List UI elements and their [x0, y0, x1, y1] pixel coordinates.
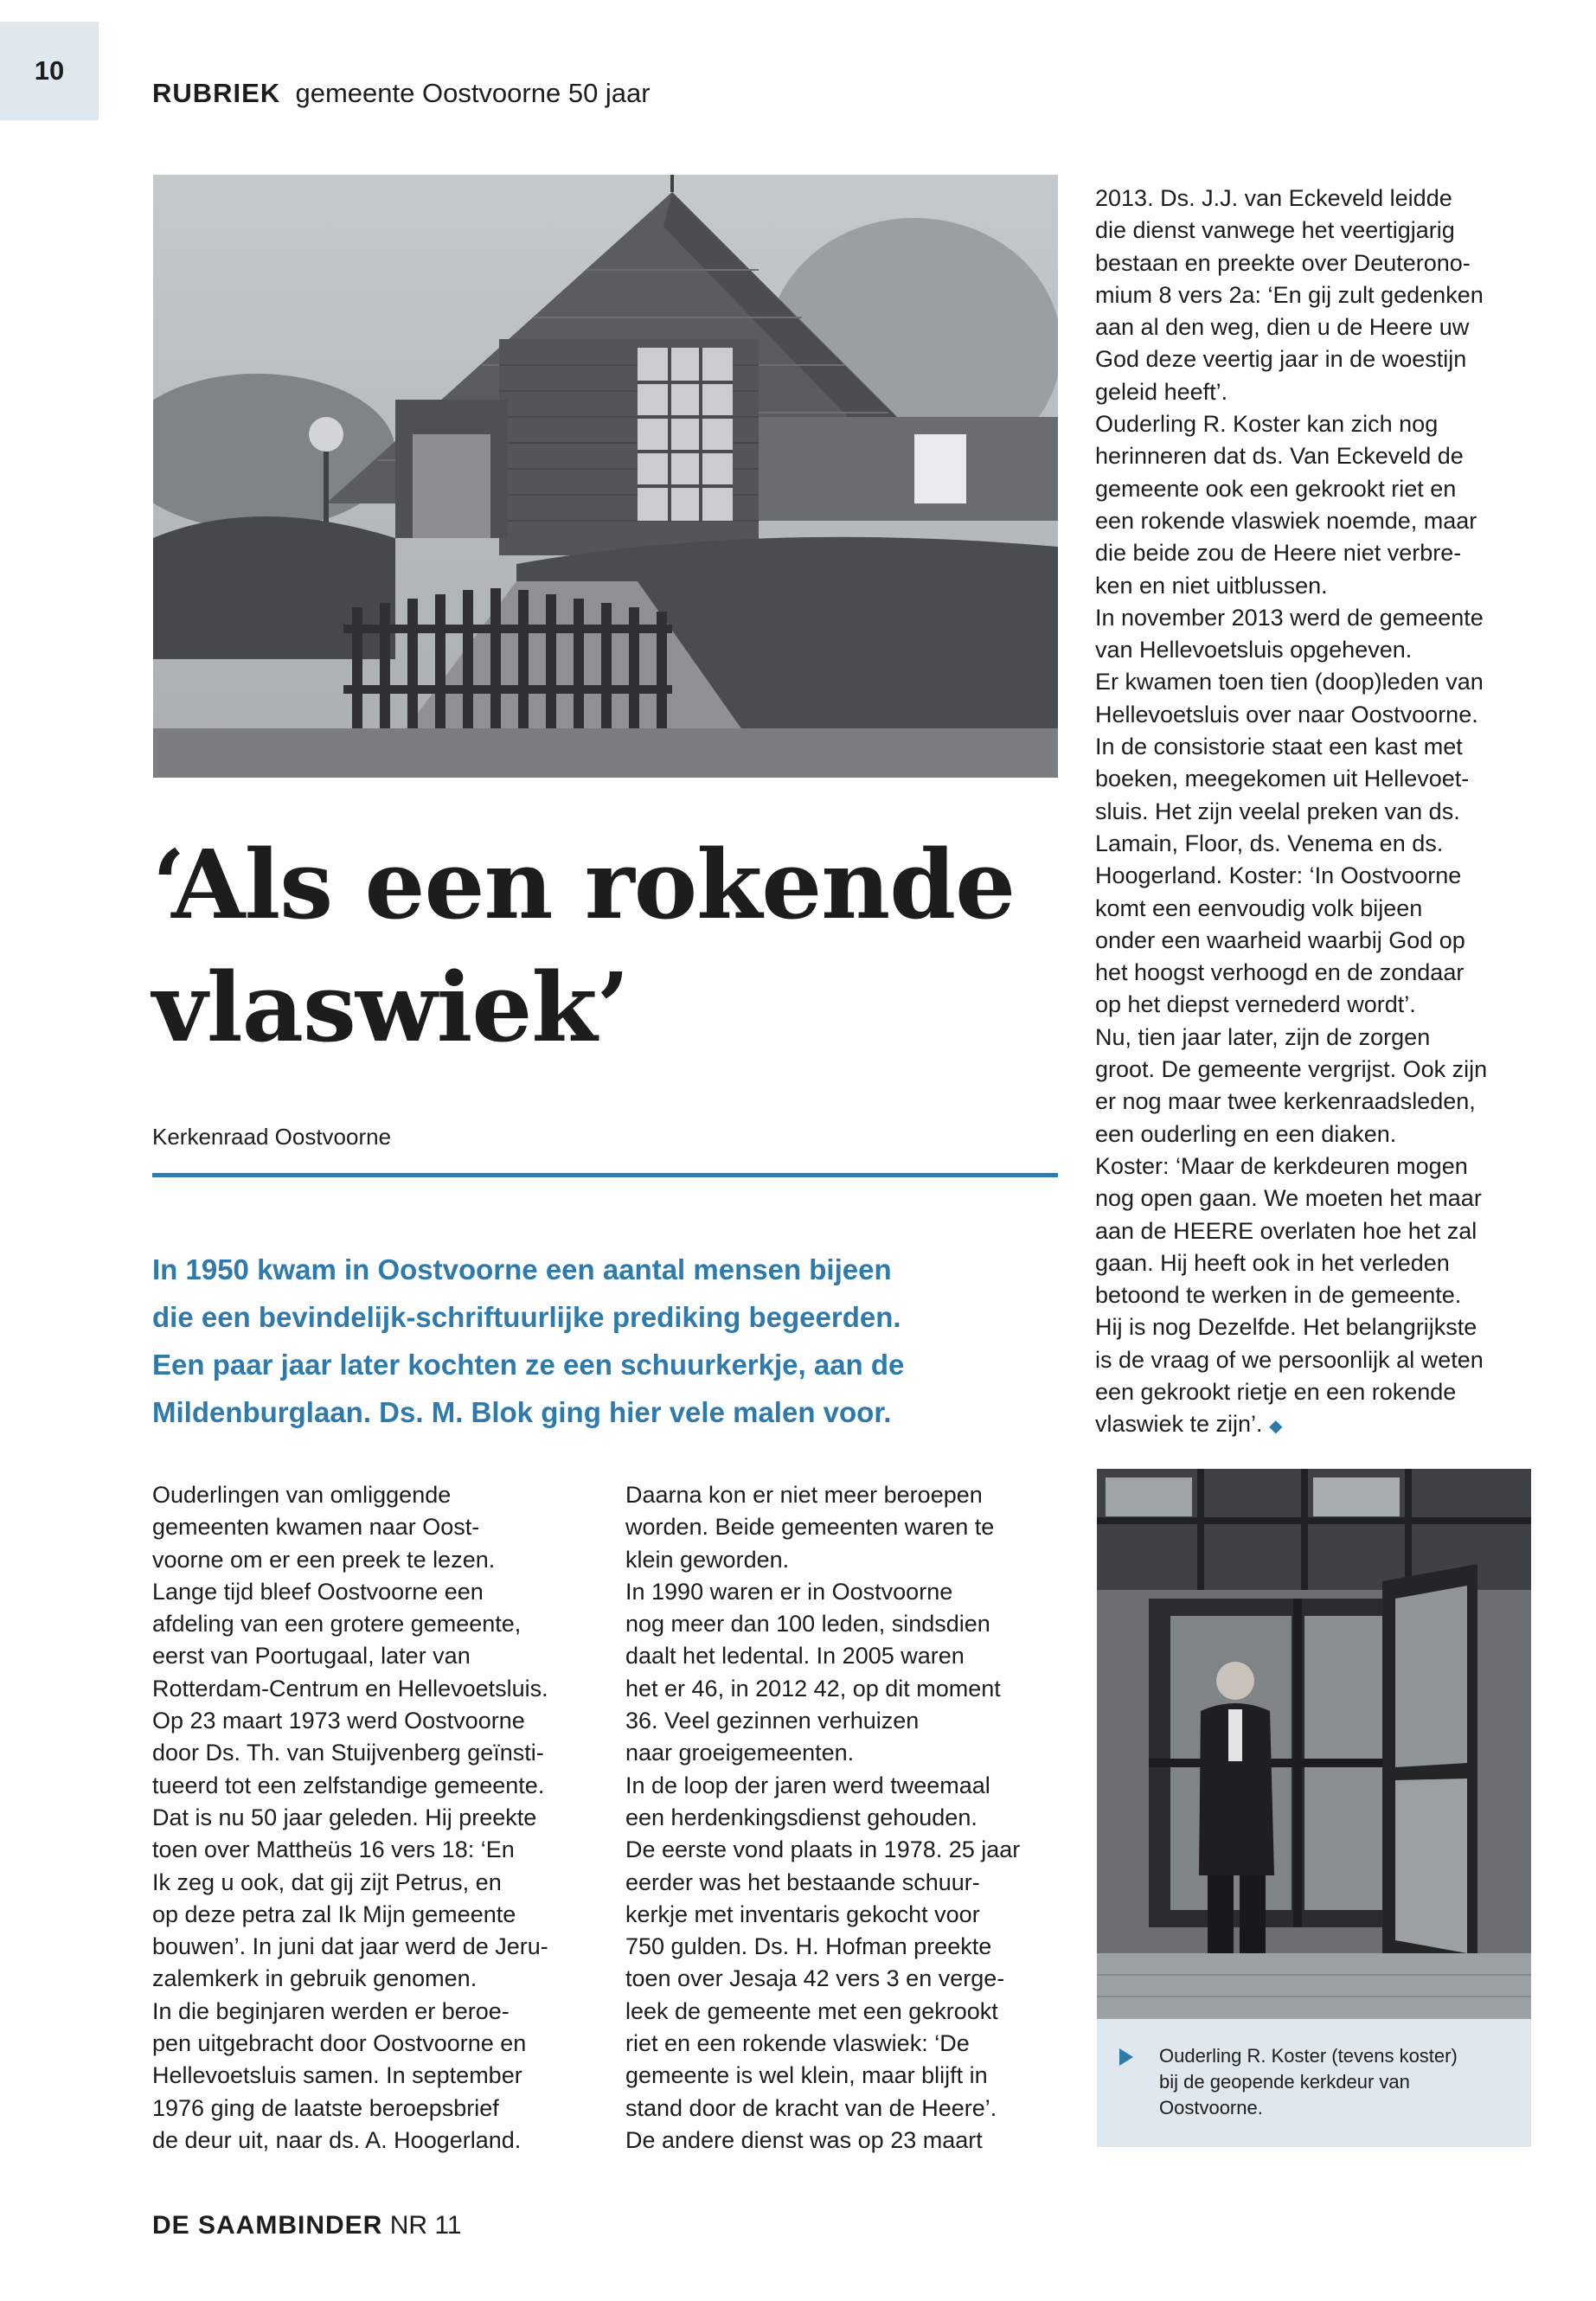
caption-line: Oostvoorne.	[1159, 2097, 1263, 2118]
text-line: Hij is nog Dezelfde. Het belangrijkste	[1095, 1314, 1477, 1341]
divider	[152, 1173, 1058, 1177]
footer	[152, 2208, 462, 2243]
headline-line-2: vlaswiek’	[152, 952, 629, 1063]
text-line: Hellevoetsluis over naar Oostvoorne.	[1095, 701, 1478, 727]
issue-number: NR 11	[389, 2211, 462, 2240]
text-line: gaan. Hij heeft ook in het verleden	[1095, 1249, 1450, 1276]
text-line: daalt het ledental. In 2005 waren	[625, 1643, 965, 1670]
text-line: Dat is nu 50 jaar geleden. Hij preekte	[152, 1804, 537, 1830]
text-line: nog meer dan 100 leden, sindsdien	[625, 1611, 990, 1638]
text-line: de deur uit, naar ds. A. Hoogerland.	[152, 2126, 522, 2153]
text-line: het hoogst verhoogd en de zondaar	[1095, 959, 1465, 986]
text-line: toen over Mattheüs 16 vers 18: ‘En	[152, 1836, 515, 1863]
text-line: Nu, tien jaar later, zijn de zorgen	[1095, 1023, 1431, 1050]
last-line-text: vlaswiek te zijn’.	[1095, 1411, 1263, 1438]
photo-caption-box	[1097, 2019, 1531, 2147]
text-line: leek de gemeente met een gekrookt	[625, 1997, 998, 2024]
text-line: gemeente ook een gekrookt riet en	[1095, 475, 1457, 502]
text-line: een herdenkingsdienst gehouden.	[625, 1804, 977, 1830]
text-line: klein geworden.	[625, 1546, 790, 1573]
end-mark-icon: ◆	[1269, 1417, 1283, 1437]
text-line: bouwen’. In juni dat jaar werd de Jeru-	[152, 1933, 548, 1960]
text-line: van Hellevoetsluis opgeheven.	[1095, 637, 1413, 663]
text-line: bestaan en preekte over Deuterono-	[1095, 249, 1471, 276]
text-line: Lange tijd bleef Oostvoorne een	[152, 1578, 484, 1605]
text-line: worden. Beide gemeenten waren te	[625, 1514, 995, 1541]
text-line: Rotterdam-Centrum en Hellevoetsluis.	[152, 1675, 548, 1702]
text-line: tueerd tot een zelfstandige gemeente.	[152, 1772, 545, 1798]
text-line: groot. De gemeente vergrijst. Ook zijn	[1095, 1056, 1488, 1083]
text-line: Ik zeg u ook, dat gij zijt Petrus, en	[152, 1868, 502, 1895]
text-line: boeken, meegekomen uit Hellevoet-	[1095, 766, 1470, 792]
body-column-2	[625, 1479, 1058, 2157]
headline-line-1: ‘Als een rokende	[152, 829, 1016, 940]
text-line: ken en niet uitblussen.	[1095, 572, 1328, 599]
text-line: aan al den weg, dien u de Heere uw	[1095, 314, 1470, 341]
text-line: sluis. Het zijn veelal preken van ds.	[1095, 798, 1460, 824]
text-line: eerder was het bestaande schuur-	[625, 1868, 980, 1895]
body-column-3	[1095, 183, 1536, 1444]
text-line: voorne om er een preek te lezen.	[152, 1546, 496, 1573]
text-line: De eerste vond plaats in 1978. 25 jaar	[625, 1836, 1021, 1863]
text-line: aan de HEERE overlaten hoe het zal	[1095, 1217, 1477, 1244]
text-line: Daarna kon er niet meer beroepen	[625, 1482, 983, 1508]
text-line: 1976 ging de laatste beroepsbrief	[152, 2094, 499, 2121]
text-line: is de vraag of we persoonlijk al weten	[1095, 1346, 1484, 1373]
caption-line: bij de geopende kerkdeur van	[1159, 2071, 1410, 2093]
text-line: stand door de kracht van de Heere’.	[625, 2094, 997, 2121]
text-line: een ouderling en een diaken.	[1095, 1120, 1397, 1147]
text-line: pen uitgebracht door Oostvoorne en	[152, 2030, 527, 2057]
text-line: Hoogerland. Koster: ‘In Oostvoorne	[1095, 862, 1462, 889]
text-line-last	[1095, 1408, 1536, 1443]
intro-line: In 1950 kwam in Oostvoorne een aantal mensen bijeen	[152, 1253, 892, 1285]
text-line: onder een waarheid waarbij God op	[1095, 926, 1465, 953]
byline: Kerkenraad Oostvoorne	[152, 1124, 392, 1150]
section-label: RUBRIEK	[152, 78, 281, 108]
text-line: In de loop der jaren werd tweemaal	[625, 1772, 990, 1798]
section-title: gemeente Oostvoorne 50 jaar	[295, 78, 651, 108]
text-line: Op 23 maart 1973 werd Oostvoorne	[152, 1708, 525, 1734]
text-line: Er kwamen toen tien (doop)leden van	[1095, 669, 1484, 695]
text-line: gemeente is wel klein, maar blijft in	[625, 2062, 988, 2089]
text-line: In de consistorie staat een kast met	[1095, 734, 1463, 760]
text-line: kerkje met inventaris gekocht voor	[625, 1900, 980, 1927]
intro-line: Mildenburglaan. Ds. M. Blok ging hier vele malen voor.	[152, 1396, 892, 1428]
text-line: nog open gaan. We moeten het maar	[1095, 1185, 1482, 1212]
text-line: 750 gulden. Ds. H. Hofman preekte	[625, 1933, 992, 1960]
text-line: gemeenten kwamen naar Oost-	[152, 1514, 480, 1541]
intro-line: die een bevindelijk-schriftuurlijke prediking begeerden.	[152, 1301, 901, 1333]
text-line: mium 8 vers 2a: ‘En gij zult gedenken	[1095, 281, 1484, 308]
text-line: die beide zou de Heere niet verbre-	[1095, 540, 1462, 567]
text-line: op het diepst vernederd wordt’.	[1095, 991, 1416, 1018]
door-photo	[1097, 1469, 1531, 2019]
text-line: zalemkerk in gebruik genomen.	[152, 1965, 478, 1992]
magazine-name: DE SAAMBINDER	[152, 2211, 383, 2240]
text-line: Ouderlingen van omliggende	[152, 1482, 452, 1508]
text-line: toen over Jesaja 42 vers 3 en verge-	[625, 1965, 1005, 1992]
text-line: Ouderling R. Koster kan zich nog	[1095, 411, 1439, 438]
text-line: In 1990 waren er in Oostvoorne	[625, 1578, 953, 1605]
text-line: die dienst vanwege het veertigjarig	[1095, 217, 1455, 244]
text-line: eerst van Poortugaal, later van	[152, 1643, 471, 1670]
text-line: In november 2013 werd de gemeente	[1095, 604, 1484, 631]
text-line: een rokende vlaswiek noemde, maar	[1095, 507, 1477, 534]
text-line: De andere dienst was op 23 maart	[625, 2126, 983, 2153]
text-line: geleid heeft’.	[1095, 378, 1228, 405]
text-line: God deze veertig jaar in de woestijn	[1095, 346, 1467, 373]
text-line: een gekrookt rietje en een rokende	[1095, 1378, 1457, 1405]
text-line: afdeling van een grotere gemeente,	[152, 1611, 522, 1638]
text-line: Hellevoetsluis samen. In september	[152, 2062, 522, 2089]
body-column-1	[152, 1479, 585, 2157]
text-line: er nog maar twee kerkenraadsleden,	[1095, 1088, 1476, 1115]
text-line: herinneren dat ds. Van Eckeveld de	[1095, 443, 1464, 470]
text-line: op deze petra zal Ik Mijn gemeente	[152, 1900, 516, 1927]
section-header	[152, 76, 651, 111]
caption-arrow-icon	[1119, 2048, 1133, 2066]
text-line: riet en een rokende vlaswiek: ‘De	[625, 2030, 970, 2057]
church-photo	[153, 175, 1058, 778]
photo-caption	[1159, 2043, 1458, 2121]
text-line: In die beginjaren werden er beroe-	[152, 1997, 510, 2024]
text-line: Lamain, Floor, ds. Venema en ds.	[1095, 830, 1444, 856]
text-line: Koster: ‘Maar de kerkdeuren mogen	[1095, 1152, 1468, 1179]
text-line: naar groeigemeenten.	[625, 1740, 855, 1766]
page-number: 10	[0, 22, 99, 120]
text-line: 36. Veel gezinnen verhuizen	[625, 1708, 920, 1734]
text-line: het er 46, in 2012 42, op dit moment	[625, 1675, 1001, 1702]
text-line: betoond te werken in de gemeente.	[1095, 1282, 1462, 1309]
intro-paragraph	[152, 1246, 1069, 1436]
text-line: door Ds. Th. van Stuijvenberg geïnsti-	[152, 1740, 544, 1766]
intro-line: Een paar jaar later kochten ze een schuurkerkje, aan de	[152, 1349, 905, 1381]
text-line: 2013. Ds. J.J. van Eckeveld leidde	[1095, 185, 1452, 211]
caption-line: Ouderling R. Koster (tevens koster)	[1159, 2045, 1458, 2067]
article-headline	[152, 824, 1015, 1069]
text-line: komt een eenvoudig volk bijeen	[1095, 894, 1423, 921]
